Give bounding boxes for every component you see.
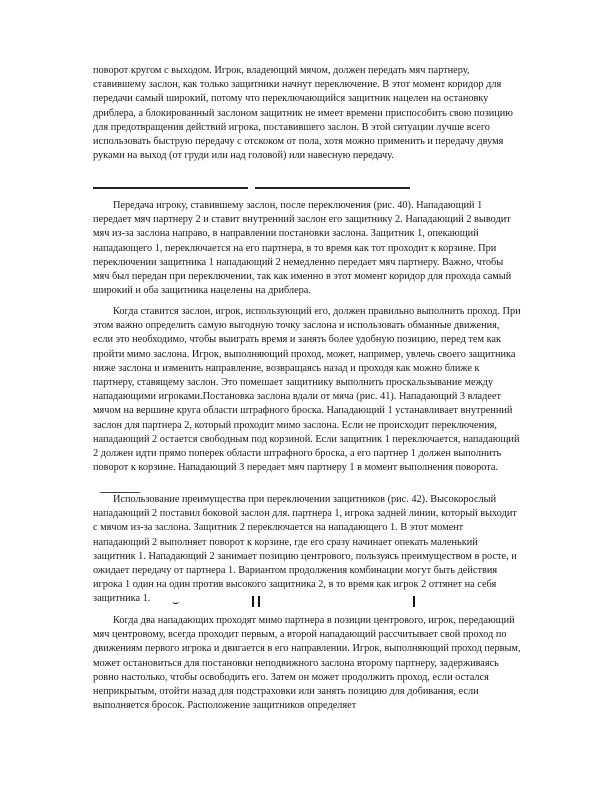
section-divider-right: [255, 187, 410, 189]
scan-artifact-mark: [258, 596, 260, 607]
scan-artifact-mark: [413, 596, 415, 607]
paragraph-5: Когда два нападающих проходят мимо партнера в позиции центрового, игрок, передающий мяч центровому, всегда проходит первым, а второй нападающий рассчитывает свой проход по движениям первого игрока и двигается в его направлении. Игрок, выполняющий проход первым, может остановиться для постановки неподвижного заслона второму партнеру, задерживаясь ровно настолько, чтобы освободить его. Затем он может продолжить проход, если остался неприкрытым, отойти назад для подстраховки или занять позицию для добивания, если выполняется бросок. Расположение защитников определяет: [93, 615, 521, 712]
paragraph-1: поворот кругом с выходом. Игрок, владеющий мячом, должен передать мяч партнеру, ставившему заслон, как только защитники начнут переключение. В этот момент коридор для передачи самый широкий, потому что переключающийся защитник нацелен на остановку дриблера, а блокированный заслоном защитник не имеет времени приспособить свою позицию для предотвращения действий игрока, поставившего заслон. В этой ситуации лучше всего использовать быструю передачу с отскоком от пола, хотя можно применить и передачу двумя руками на выход (от груди или над головой) или навесную передачу.: [93, 65, 513, 162]
section-divider-left: [93, 187, 248, 189]
paragraph-2: Передача игроку, ставившему заслон, после переключения (рис. 40). Нападающий 1 передает мяч партнеру 2 и ставит внутренний заслон его защитнику 2. Нападающий 2 выводит мяч из-за заслона направо, в направлении постановки заслона. Защитник 1, опекающий нападающего 1, переключается на его партнера, в то время как тот проходит к корзине. При переключении защитника 1 нападающий 2 немедленно передает мяч партнеру. Важно, чтобы мяч был передан при переключении, так как именно в этот момент коридор для прохода самый широкий и оба защитника нацелены на дриблера.: [93, 200, 512, 297]
scan-artifact-mark: [252, 596, 254, 607]
paragraph-4: Использование преимущества при переключении защитников (рис. 42). Высокорослый нападающий 2 поставил боковой заслон для. партнера 1, игрока задней линии, который выходит с мячом из-за заслона. Защитник 2 переключается на нападающего 1. В этот момент нападающий 2 выполняет поворот к корзине, где его сразу начинает опекать маленький защитник 1. Нападающий 2 занимает позицию центрового, пользуясь преимуществом в росте, и ожидает передачу от партнера 1. Вариантом продолжения комбинации могут быть действия игрока 1 один на один против высокого защитника 2, в то время как игрок 2 оттянет на себя защитника 1.: [93, 494, 517, 605]
scan-artifact-mark: ⌣: [172, 596, 180, 609]
paragraph-3: Когда ставится заслон, игрок, использующий его, должен правильно выполнить проход. При этом важно определить самую выгодную точку заслона и использовать обманные движения, если это необходимо, чтобы выиграть время и занять более удобную позицию, перед тем как пройти мимо заслона. Игрок, выполняющий проход, может, например, увлечь своего защитника ниже заслона и изменить направление, возвращаясь назад и проходя как можно ближе к партнеру, ставящему заслон. Это помешает защитнику выполнить проскальзывание между нападающими игроками.Постановка заслона вдали от мяча (рис. 41). Нападающий 3 владеет мячом на вершине круга области штрафного броска. Нападающий 1 устанавливает внутренний заслон для партнера 2, который проходит мимо заслона. Если не происходит переключения, нападающий 2 остается свободным под корзиной. Если защитник 1 переключается, нападающий 2 должен идти прямо поперек области штрафного броска, а его партнер 1 должен выполнить поворот к корзине. Нападающий 3 передает мяч партнеру 1 в момент выполнения поворота.: [93, 306, 521, 474]
